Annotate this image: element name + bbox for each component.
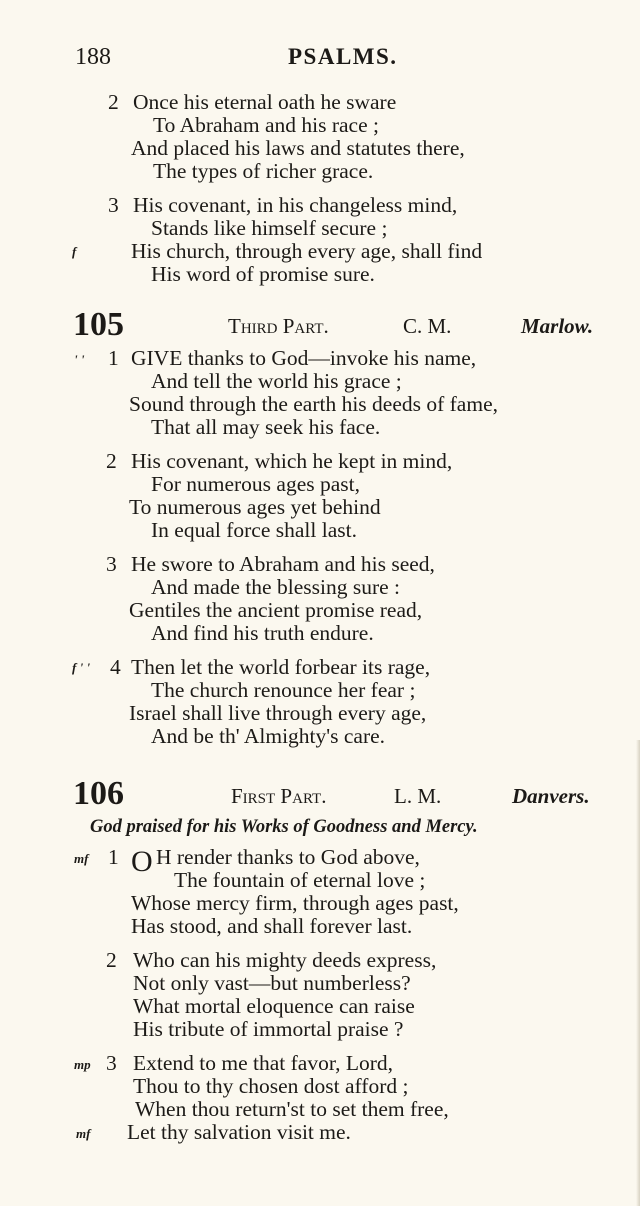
hymn-metre: C. M. [403,314,452,338]
page-number: 188 [75,44,111,70]
verse-line: To Abraham and his race ; [153,113,379,137]
dynamic-mark: f [72,244,77,259]
stanza-number: 2 [108,90,119,114]
verse-line: Who can his mighty deeds express, [133,948,437,972]
page-title: PSALMS. [288,44,398,69]
verse-line: The types of richer grace. [153,159,374,183]
verse-line: The church renounce her fear ; [151,678,416,702]
verse-line: Stands like himself secure ; [151,216,388,240]
hymn-tune: Marlow. [521,314,594,338]
verse-line: H render thanks to God above, [156,845,420,869]
verse-line: His church, through every age, shall find [131,239,483,263]
stanza-number: 3 [106,1051,117,1075]
verse-line: To numerous ages yet behind [129,495,381,519]
verse-line: For numerous ages past, [151,472,360,496]
stanza-number: 4 [110,655,121,679]
verse-line: Extend to me that favor, Lord, [133,1051,394,1075]
verse-line: When thou return'st to set them free, [135,1097,449,1121]
dynamic-mark: f ' ' [72,660,91,675]
verse-line: And tell the world his grace ; [151,369,402,393]
hymn-tune: Danvers. [512,784,590,808]
hymn-number: 105 [73,306,124,343]
verse-line: And find his truth endure. [151,621,374,645]
verse-line: Israel shall live through every age, [129,701,427,725]
verse-line: And made the blessing sure : [151,575,400,599]
page-edge-shadow [636,740,640,1206]
verse-line: Then let the world forbear its rage, [131,655,431,679]
verse-line: That all may seek his face. [151,415,381,439]
stanza-number: 2 [106,948,117,972]
stanza-number: 1 [108,346,119,370]
verse-line: The fountain of eternal love ; [174,868,426,892]
verse-line: In equal force shall last. [151,518,357,542]
hymn-metre: L. M. [394,784,442,808]
stanza-number: 3 [108,193,119,217]
verse-line: His word of promise sure. [151,262,375,286]
verse-line: Sound through the earth his deeds of fame, [129,392,498,416]
verse-line: Let thy salvation visit me. [127,1120,351,1144]
dynamic-mark: mf [74,851,89,866]
hymn-part: First Part. [231,784,327,808]
drop-cap: O [131,845,153,878]
stanza-number: 3 [106,552,117,576]
verse-line: Not only vast—but numberless? [133,971,411,995]
verse-line: His tribute of immortal praise ? [133,1017,404,1041]
dynamic-mark: ' ' [74,352,85,367]
dynamic-mark: mp [74,1057,91,1072]
verse-line: And placed his laws and statutes there, [131,136,465,160]
dynamic-mark: mf [76,1126,91,1141]
verse-line: Whose mercy firm, through ages past, [131,891,459,915]
verse-line: He swore to Abraham and his seed, [131,552,435,576]
stanza-number: 1 [108,845,119,869]
verse-line: GIVE thanks to God—invoke his name, [131,346,477,370]
hymn-number: 106 [73,775,124,812]
verse-line: Has stood, and shall forever last. [131,914,413,938]
verse-line: What mortal eloquence can raise [133,994,415,1018]
verse-line: Once his eternal oath he sware [133,90,397,114]
verse-line: His covenant, in his changeless mind, [133,193,458,217]
hymn-part: Third Part. [228,314,329,338]
verse-line: His covenant, which he kept in mind, [131,449,453,473]
hymn-subtitle: God praised for his Works of Goodness and Mercy. [90,817,478,837]
stanza-number: 2 [106,449,117,473]
verse-line: And be th' Almighty's care. [151,724,386,748]
verse-line: Gentiles the ancient promise read, [129,598,423,622]
verse-line: Thou to thy chosen dost afford ; [133,1074,409,1098]
